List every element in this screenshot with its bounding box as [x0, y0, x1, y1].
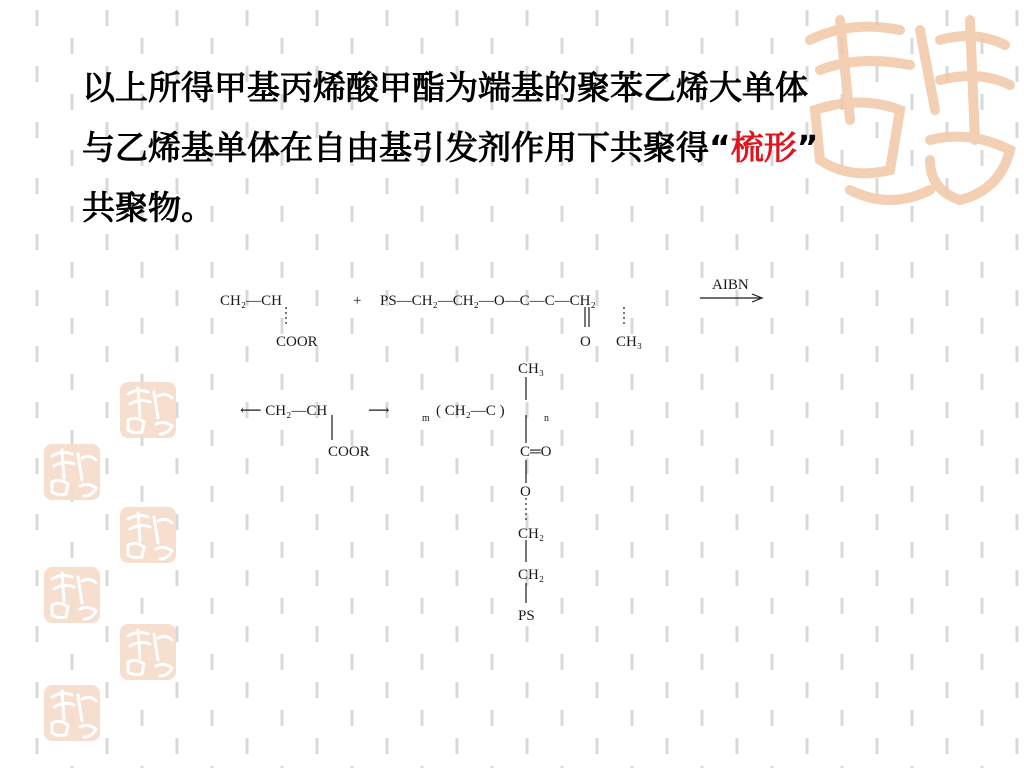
plus-sign: +	[353, 293, 362, 309]
subscript-m: m	[422, 413, 430, 424]
product-methyl: CH₃	[518, 361, 545, 377]
closing-quote: ”	[796, 128, 819, 167]
paragraph-line-3: 共聚物。	[82, 188, 214, 227]
body-paragraph	[82, 58, 982, 238]
product-methylene-1: CH₂	[518, 526, 545, 542]
product-unit-1-substituent: COOR	[328, 444, 370, 460]
small-seal-ornament	[42, 683, 102, 743]
reactant-2-methyl: CH₃	[616, 334, 643, 350]
reactant-1-backbone: CH₂—CH	[220, 293, 282, 309]
reactant-1-substituent: COOR	[276, 334, 318, 350]
initiator-label: AIBN	[712, 277, 749, 293]
subscript-n: n	[544, 413, 549, 424]
small-seal-ornament	[118, 380, 178, 440]
small-seal-ornament	[118, 622, 178, 682]
product-methylene-2: CH₂	[518, 567, 545, 583]
product-carbonyl: C═O	[520, 444, 552, 460]
product-unit-1: ⟵ CH₂—CH	[240, 403, 328, 419]
small-seal-ornament	[118, 505, 178, 565]
paragraph-line-1: 以上所得甲基丙烯酸甲酯为端基的聚苯乙烯大单体	[82, 68, 808, 107]
highlight-term: 梳形	[730, 128, 797, 167]
product-polystyrene: PS	[518, 608, 535, 624]
product-ester-oxygen: O	[520, 484, 531, 500]
small-seal-ornament	[42, 565, 102, 625]
reactant-2-carbonyl-oxygen: O	[580, 334, 591, 350]
reaction-scheme	[200, 265, 820, 645]
product-unit-2: ( CH₂—C )	[436, 403, 505, 419]
small-seal-ornament	[42, 442, 102, 502]
reactant-2-backbone: PS—CH₂—CH₂—O—C—C—CH₂	[380, 293, 596, 309]
paragraph-line-2: 与乙烯基单体在自由基引发剂作用下共聚得“	[82, 128, 731, 167]
product-linkage: ⟶	[368, 403, 390, 419]
